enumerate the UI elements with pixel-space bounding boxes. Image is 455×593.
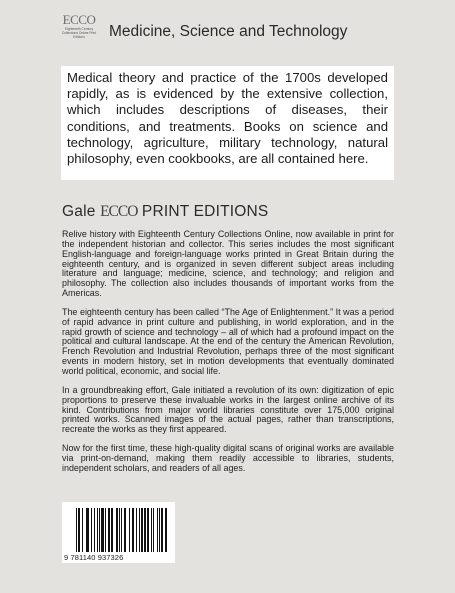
barcode-bar	[86, 508, 89, 552]
barcode-bar	[94, 508, 95, 552]
barcode-bar	[82, 508, 83, 552]
barcode-bar	[157, 508, 158, 552]
barcode-bar	[165, 508, 167, 552]
barcode-bar	[141, 508, 143, 552]
barcode-bar	[139, 508, 140, 552]
barcode-bar	[153, 508, 154, 552]
body-paragraph-1: Relive history with Eighteenth Century Collections Online, now available in print for the independent historian and collector. This series includes the most significant English-language and foreign-language works printed in Great Britain during the eighteenth century, and is organized in seven different subject areas including literature and language; medicine, science, and technology; and religion and philosophy. The collection also includes thousands of important works from the Americas.	[62, 229, 394, 299]
barcode-bar	[99, 508, 100, 552]
barcode-bar	[129, 508, 130, 552]
barcode-bar	[136, 508, 137, 552]
barcode-bar	[159, 508, 160, 552]
brand-prefix: Gale	[62, 203, 96, 220]
series-title: Medicine, Science and Technology	[109, 23, 348, 40]
barcode-bar	[108, 508, 110, 552]
ecco-logo-caption: Eighteenth Century Collections Online Print Editions	[61, 27, 97, 39]
body-copy	[62, 230, 394, 483]
barcode-bar	[124, 508, 126, 552]
barcode-bar	[101, 508, 104, 552]
barcode-panel	[62, 502, 175, 563]
brand-mark: ECCO	[100, 203, 138, 220]
barcode-bar	[119, 508, 120, 552]
cover-header	[0, 0, 455, 60]
barcode-bar	[97, 508, 98, 552]
barcode-bar	[151, 508, 152, 552]
barcode-bar	[111, 508, 113, 552]
isbn-number: 9 781140 937326	[64, 553, 124, 562]
publisher-brand	[62, 203, 268, 221]
barcode-bar	[78, 508, 80, 552]
body-paragraph-2: The eighteenth century has been called “The Age of Enlightenment.” It was a period of rapid advance in print culture and publishing, in world exploration, and in the rapid growth of science and technology – all of which had a profound impact on the political and cultural landscape. At the end of the century the American Revolution, French Revolution and Industrial Revolution, perhaps three of the most significant events in modern history, set in motion developments that eventually dominated world political, economic, and social life.	[62, 306, 394, 376]
barcode-bar	[132, 508, 134, 552]
barcode-icon	[76, 508, 167, 552]
body-paragraph-4: Now for the first time, these high-quality digital scans of original works are available via print-on-demand, making them readily accessible to libraries, students, independent scholars, and readers of all ages.	[62, 443, 394, 473]
ecco-logo-mark: ECCO	[62, 12, 96, 27]
barcode-bar	[116, 508, 118, 552]
brand-suffix: PRINT EDITIONS	[141, 203, 269, 220]
barcode-bar	[161, 508, 163, 552]
barcode-bar	[91, 508, 92, 552]
description-panel	[61, 66, 394, 180]
barcode-bar	[76, 508, 77, 552]
barcode-bar	[147, 508, 149, 552]
ecco-logo	[58, 13, 100, 53]
body-paragraph-3: In a groundbreaking effort, Gale initiated a revolution of its own: digitization of epic proportions to preserve these invaluable works in the largest online archive of its kind. Contributions from major world libraries constitute over 175,000 original printed works. Scanned images of the actual pages, rather than transcriptions, recreate the works as they first appeared.	[62, 384, 394, 435]
barcode-bar	[105, 508, 106, 552]
barcode-bar	[121, 508, 122, 552]
description-text: Medical theory and practice of the 1700s developed rapidly, as is evidenced by the extensive collection, which includes descriptions of diseases, their conditions, and treatments. Books on science and technology, agriculture, military technology, natural philosophy, even cookbooks, are all contained here.	[67, 70, 388, 167]
barcode-bar	[144, 508, 146, 552]
